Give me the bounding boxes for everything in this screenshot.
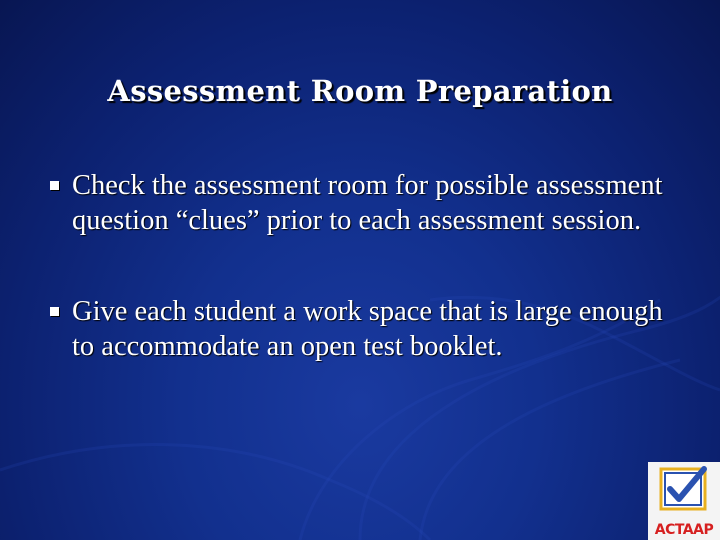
logo-text: ACTAAP [654, 522, 714, 538]
slide-title: Assessment Room Preparation [107, 74, 613, 108]
bullet-text: Check the assessment room for possible assessment question “clues” prior to each assessment session. [72, 170, 663, 236]
square-bullet-icon [50, 181, 59, 190]
square-bullet-icon [50, 307, 59, 316]
bullet-text: Give each student a work space that is large enough to accommodate an open test booklet. [72, 296, 663, 362]
actaap-logo [648, 462, 720, 540]
bullet-item [50, 168, 690, 238]
checkmark-icon [658, 465, 710, 511]
bullet-list [50, 168, 690, 420]
bullet-item [50, 294, 690, 364]
